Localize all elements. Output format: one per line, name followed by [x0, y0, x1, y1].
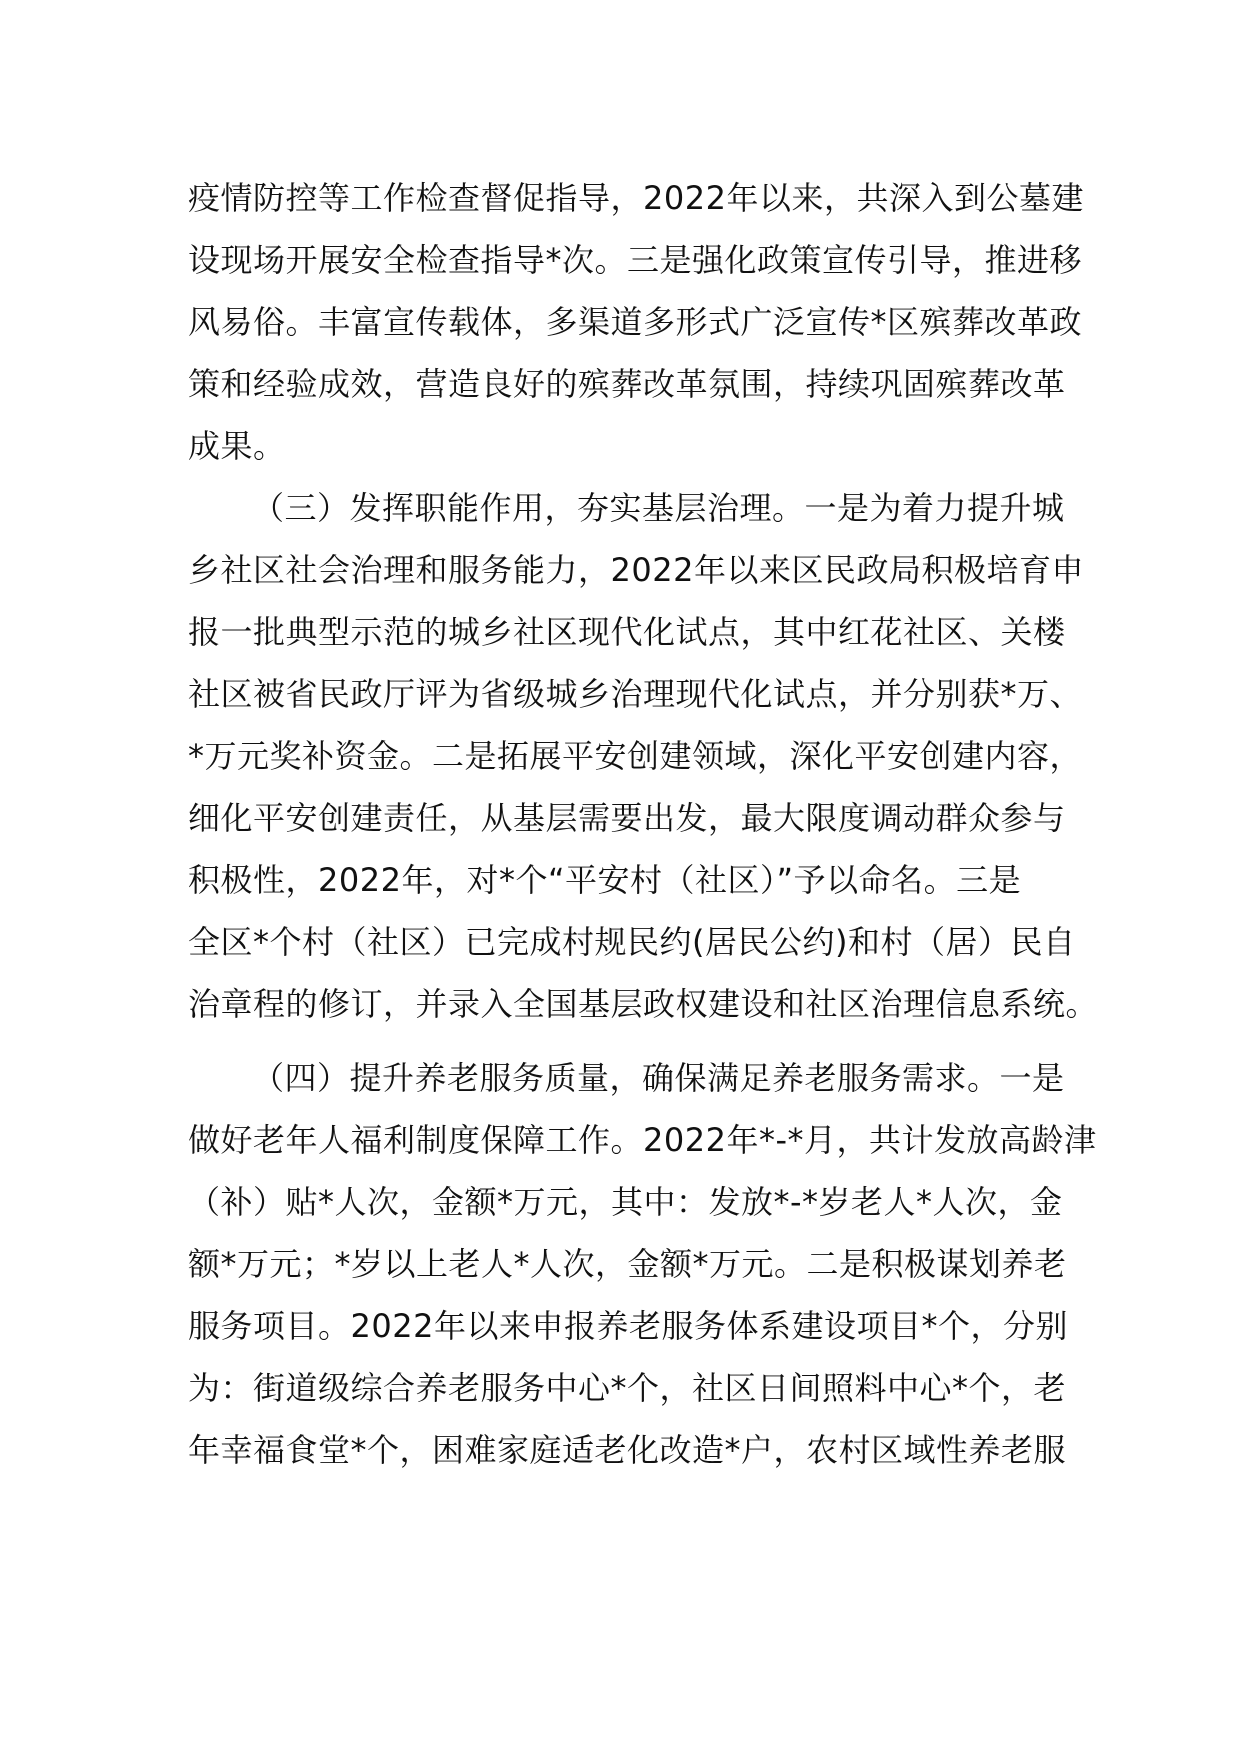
text-line: 治章程的修订，并录入全国基层政权建设和社区治理信息系统。 [188, 985, 1099, 1023]
section-heading-line: （三）发挥职能作用，夯实基层治理。一是为着力提升城 [252, 489, 1065, 527]
text-line: 疫情防控等工作检查督促指导，2022年以来，共深入到公墓建 [188, 179, 1084, 217]
text-line: 积极性，2022年，对*个“平安村（社区）”予以命名。三是 [188, 861, 1022, 899]
text-line: 做好老年人福利制度保障工作。2022年*-*月，共计发放高龄津 [188, 1121, 1097, 1159]
section-heading-line: （四）提升养老服务质量，确保满足养老服务需求。一是 [252, 1059, 1065, 1097]
text-line: 额*万元；*岁以上老人*人次，金额*万元。二是积极谋划养老 [188, 1245, 1067, 1283]
text-line: 细化平安创建责任，从基层需要出发，最大限度调动群众参与 [188, 799, 1066, 837]
text-line: 设现场开展安全检查指导*次。三是强化政策宣传引导，推进移 [188, 241, 1083, 279]
text-line: 风易俗。丰富宣传载体，多渠道多形式广泛宣传*区殡葬改革政 [188, 303, 1083, 341]
text-line: 全区*个村（社区）已完成村规民约(居民公约)和村（居）民自 [188, 923, 1076, 961]
text-line: 成果。 [188, 427, 286, 465]
text-line: 报一批典型示范的城乡社区现代化试点，其中红花社区、关楼 [188, 613, 1066, 651]
text-line: 社区被省民政厅评为省级城乡治理现代化试点，并分别获*万、 [188, 675, 1083, 713]
text-line: *万元奖补资金。二是拓展平安创建领域，深化平安创建内容， [188, 737, 1083, 775]
text-line: 为：街道级综合养老服务中心*个，社区日间照料中心*个，老 [188, 1369, 1067, 1407]
text-line: 服务项目。2022年以来申报养老服务体系建设项目*个，分别 [188, 1307, 1068, 1345]
text-line: 策和经验成效，营造良好的殡葬改革氛围，持续巩固殡葬改革 [188, 365, 1066, 403]
text-line: 乡社区社会治理和服务能力，2022年以来区民政局积极培育申 [188, 551, 1084, 589]
text-line: （补）贴*人次，金额*万元，其中：发放*-*岁老人*人次，金 [188, 1183, 1063, 1221]
text-line: 年幸福食堂*个，困难家庭适老化改造*户，农村区域性养老服 [188, 1431, 1067, 1469]
